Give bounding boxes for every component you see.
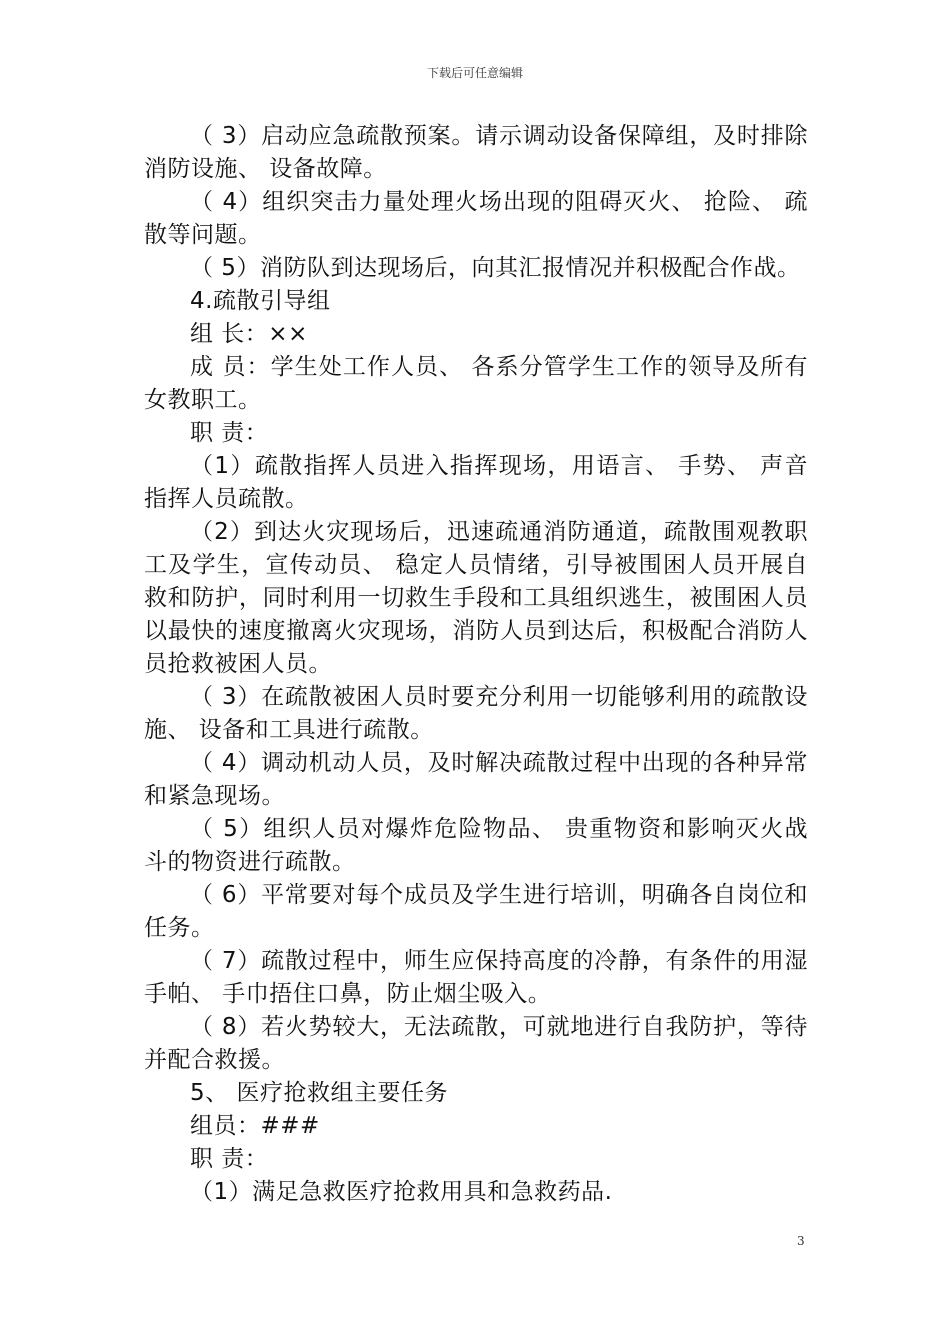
paragraph: （1）疏散指挥人员进入指挥现场，用语言、 手势、 声音指挥人员疏散。 <box>144 453 808 512</box>
paragraph: （ 5）组织人员对爆炸危险物品、 贵重物资和影响灭火战斗的物资进行疏散。 <box>144 816 808 875</box>
paragraph: （ 3）启动应急疏散预案。请示调动设备保障组，及时排除消防设施、 设备故障。 <box>144 123 808 182</box>
page-number: 3 <box>797 1234 805 1248</box>
paragraph: （ 4）组织突击力量处理火场出现的阻碍灭火、 抢险、 疏散等问题。 <box>144 189 808 248</box>
group-members: 组员：### <box>190 1113 320 1139</box>
paragraph: （ 7）疏散过程中，师生应保持高度的冷静，有条件的用湿手帕、 手巾捂住口鼻，防止烟尘吸入。 <box>144 948 808 1007</box>
document-body <box>144 120 808 1209</box>
paragraph: （1）满足急救医疗抢救用具和急救药品. <box>190 1179 613 1205</box>
duties-label: 职 责： <box>190 420 269 446</box>
duties-label: 职 责： <box>190 1146 269 1172</box>
paragraph: （ 8）若火势较大，无法疏散，可就地进行自我防护，等待并配合救援。 <box>144 1014 808 1073</box>
section-heading: 5、 医疗抢救组主要任务 <box>190 1080 448 1106</box>
page-header: 下载后可任意编辑 <box>426 66 523 80</box>
group-members: 成 员：学生处工作人员、 各系分管学生工作的领导及所有女教职工。 <box>144 354 808 413</box>
paragraph: （ 5）消防队到达现场后，向其汇报情况并积极配合作战。 <box>190 255 801 281</box>
paragraph: （ 4）调动机动人员，及时解决疏散过程中出现的各种异常和紧急现场。 <box>144 750 808 809</box>
paragraph: （ 6）平常要对每个成员及学生进行培训，明确各自岗位和任务。 <box>144 882 808 941</box>
paragraph: （ 3）在疏散被困人员时要充分利用一切能够利用的疏散设施、 设备和工具进行疏散。 <box>144 684 808 743</box>
section-heading: 4.疏散引导组 <box>190 288 331 314</box>
paragraph: （2）到达火灾现场后，迅速疏通消防通道，疏散围观教职工及学生，宣传动员、 稳定人员情绪，引导被围困人员开展自救和防护，同时利用一切救生手段和工具组织逃生，被围困人员以最快的速度撤离火灾现场，消防人员到达后，积极配合消防人员抢救被困人员。 <box>144 519 808 677</box>
group-leader: 组 长：×× <box>190 321 308 347</box>
